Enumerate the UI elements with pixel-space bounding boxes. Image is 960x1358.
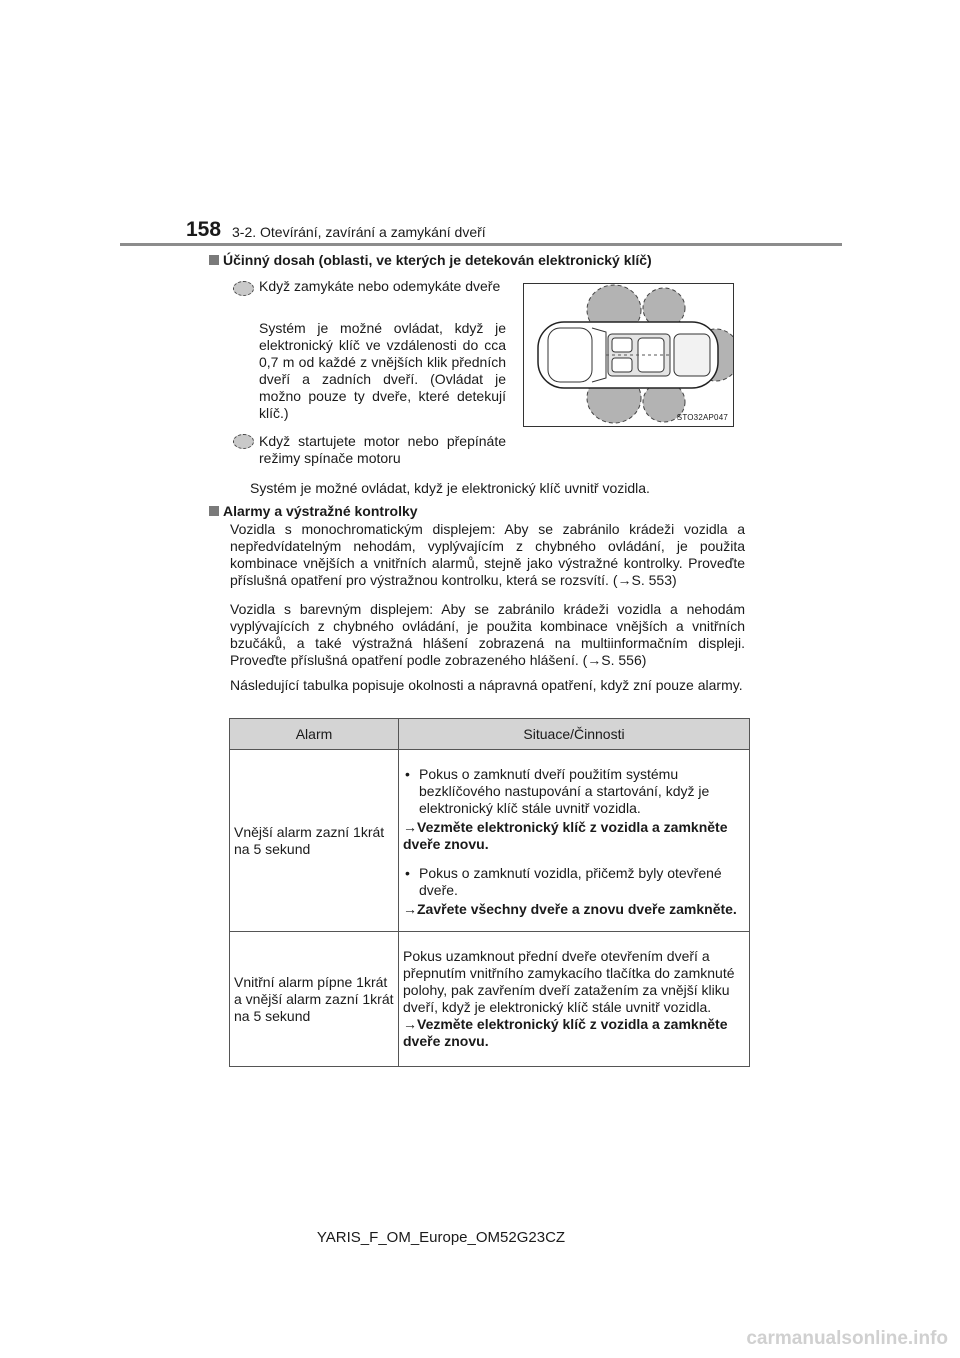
dashed-range-icon xyxy=(233,281,254,296)
vehicle-range-figure xyxy=(523,283,734,427)
dashed-range-icon-2 xyxy=(233,434,254,449)
car-top-view-icon xyxy=(524,284,733,426)
alarm-section-heading: Alarmy a výstražné kontrolky xyxy=(209,503,418,519)
bullet-dot: • xyxy=(405,765,410,782)
table-row xyxy=(230,932,750,1067)
bullet-dot-2: • xyxy=(405,864,410,881)
row1-action2: →Zavřete všechny dveře a znovu dveře zamkněte. xyxy=(403,900,737,917)
row2-text: Pokus uzamknout přední dveře otevřením dveří a přepnutím vnitřního zamykacího tlačítka do zamknuté polohy, pak zavřením dveří zatažením za vnější kliku dveří, když je elektronický klíč stále uvnitř vozidla. xyxy=(403,948,735,1015)
range-item1-title: Když zamykáte nebo odemykáte dveře xyxy=(259,278,501,294)
row2-action: →Vezměte elektronický klíč z vozidla a zamkněte dveře znovu. xyxy=(403,1016,728,1049)
figure-code: STO32AP047 xyxy=(676,413,728,422)
row1-item2: • Pokus o zamknutí vozidla, přičemž byly otevřené dveře. xyxy=(405,864,722,898)
section-square-icon-2 xyxy=(209,506,219,516)
row1-situation xyxy=(399,750,750,932)
column-header-situation: Situace/Činnosti xyxy=(399,719,750,750)
section-square-icon xyxy=(209,255,219,265)
range-item2-title: Když startujete motor nebo přepínáte režimy spínače motoru xyxy=(259,433,506,466)
row1-alarm: Vnější alarm zazní 1krát na 5 sekund xyxy=(230,750,399,932)
row1-action1: →Vezměte elektronický klíč z vozidla a zamkněte dveře znovu. xyxy=(403,818,728,852)
watermark: carmanualsonline.info xyxy=(746,1328,948,1349)
row2-situation xyxy=(399,932,750,1067)
table-header-row xyxy=(230,719,750,750)
column-header-alarm: Alarm xyxy=(230,719,399,750)
row2-alarm: Vnitřní alarm pípne 1krát a vnější alarm zazní 1krát na 5 sekund xyxy=(230,932,399,1067)
header-rule xyxy=(120,243,842,246)
range-item1-text: Systém je možné ovládat, když je elektronický klíč ve vzdálenosti do cca 0,7 m od každé z vnějších klik předních dveří a zadních dveří. (Ovládat je možno pouze ty dveře, které detekují klíč.) xyxy=(259,320,506,421)
alarm-paragraph-2: Vozidla s barevným displejem: Aby se zabránilo krádeži vozidla a nehodám vyplývajících z chybného ovládání, je použita kombinace vnějších a vnitřních bzučáků, a také výstražná hlášení zobrazená na multiinformačním displeji. Proveďte příslušná opatření podle zobrazeného hlášení. (→S. 556) xyxy=(230,601,745,668)
range-item2-text: Systém je možné ovládat, když je elektronický klíč uvnitř vozidla. xyxy=(250,480,650,496)
table-row xyxy=(230,750,750,932)
chapter-title: 3-2. Otevírání, zavírání a zamykání dveří xyxy=(232,224,486,240)
range-section-heading: Účinný dosah (oblasti, ve kterých je detekován elektronický klíč) xyxy=(209,252,652,268)
alarm-table xyxy=(229,718,750,1067)
row1-item1: • Pokus o zamknutí dveří použitím systému bezklíčového nastupování a startování, když je elektronický klíč stále uvnitř vozidla. xyxy=(405,765,710,816)
alarm-paragraph-1: Vozidla s monochromatickým displejem: Aby se zabránilo krádeži vozidla a nepředvídatelným nehodám, vyplývajícím z chybného ovládání, je použita kombinace vnějších a vnitřních alarmů, stejně jako výstražné kontrolky. Proveďte příslušná opatření pro výstražnou kontrolku, která se rozsvítí. (→S. 553) xyxy=(230,521,745,588)
page-number: 158 xyxy=(186,218,222,241)
footer-code: YARIS_F_OM_Europe_OM52G23CZ xyxy=(316,1229,566,1246)
alarm-paragraph-3: Následující tabulka popisuje okolnosti a nápravná opatření, když zní pouze alarmy. xyxy=(230,677,743,693)
